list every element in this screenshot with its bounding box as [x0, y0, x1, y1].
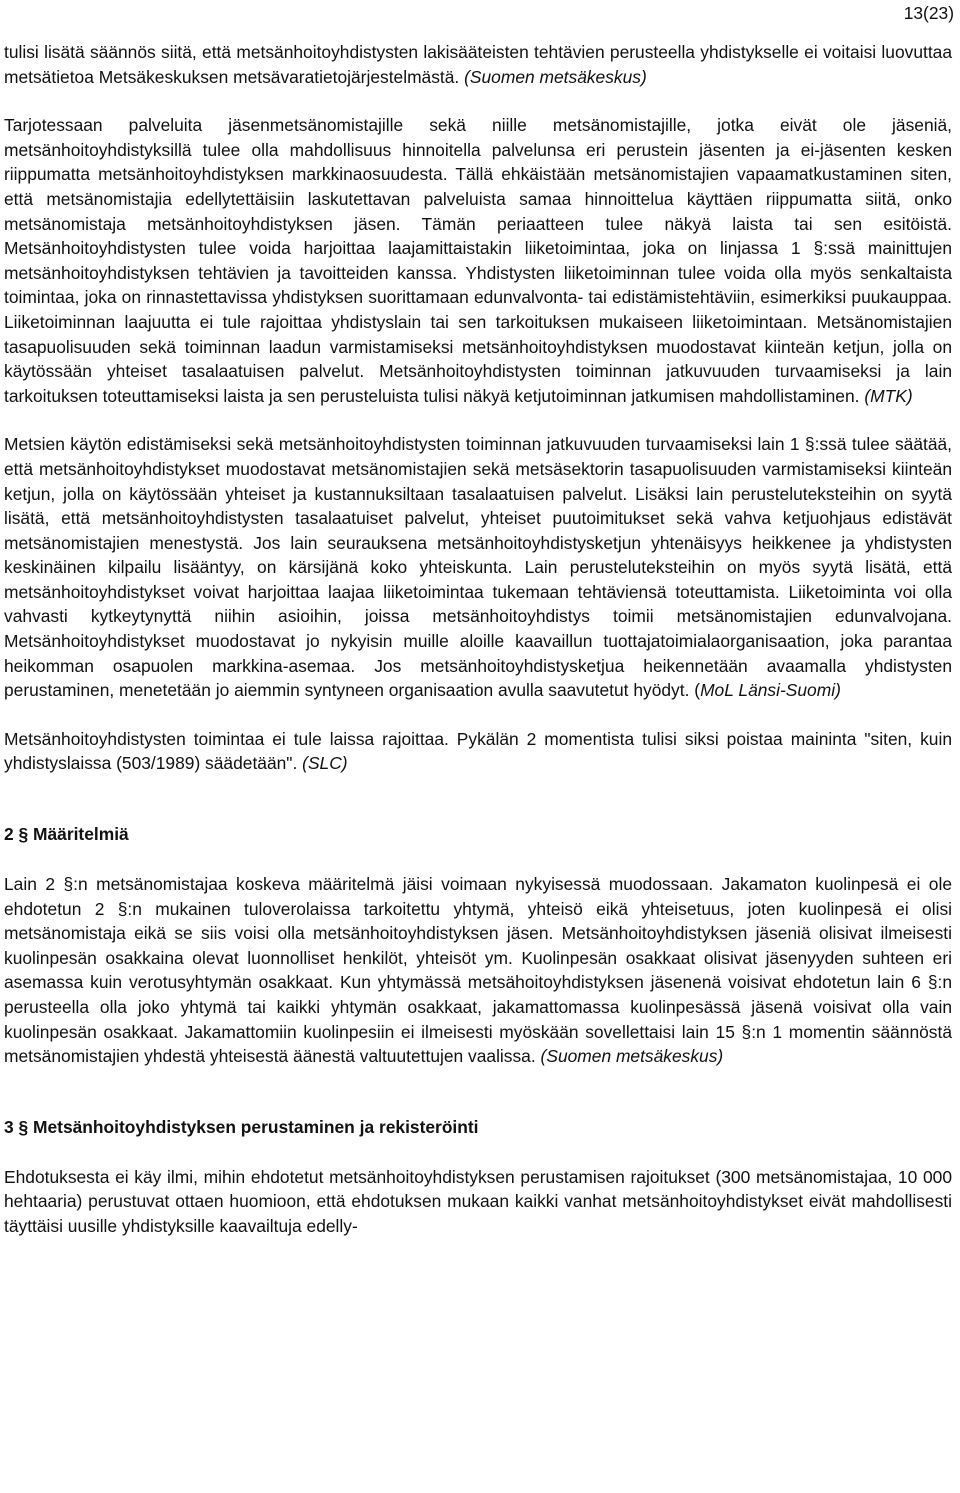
paragraph-slc: [4, 727, 952, 776]
paragraph-continuation: [4, 40, 952, 89]
paragraph-text: tulisi lisätä säännös siitä, että metsänhoitoyhdistysten lakisääteisten tehtävien perusteella yhdistykselle ei voitaisi luovuttaa metsätietoa Metsäkeskuksen metsävaratietojärjestelmästä.: [4, 42, 952, 87]
paragraph-text: Ehdotuksesta ei käy ilmi, mihin ehdotetut metsänhoitoyhdistyksen perustamisen rajoitukset (300 metsänomistajaa, 10 000 hehtaaria) perustuvat ottaen huomioon, että ehdotuksen mukaan kaikki vanhat metsänhoitoyhdistykset eivät mahdollisesti täyttäisi uusille yhdistyksille kaavailtuja edelly-: [4, 1166, 952, 1236]
paragraph-text: Metsänhoitoyhdistysten toimintaa ei tule laissa rajoittaa. Pykälän 2 momentista tulisi siksi poistaa maininta "siten, kuin yhdistyslaissa (503/1989) säädetään".: [4, 728, 952, 774]
paragraph-text: Lain 2 §:n metsänomistajaa koskeva määritelmä jäisi voimaan nykyisessä muodossaan. Jakamaton kuolinpesä ei ole ehdotetun 2 §:n mukainen tuloverolaissa tarkoitettu yhtymä, yhteisö eikä yhteisetuus, joten kuolinpesä ei olisi metsänomistaja eikä se siis voisi olla metsänhoitoyhdistyksen jäsen. Metsänhoitoyhdistyksen jäseniä olisivat ilmeisesti kuolinpesän osakkaina olevat luonnolliset henkilöt, yhteisöt ym. Kuolinpesän osakkaat olisivat jäsenyyden suhteen eri asemassa kuin verotusyhtymän osakkaat. Kun yhtymässä metsähoitoyhdistyksen jäsenenä voisivat ehdotetun lain 6 §:n perusteella olla joko yhtymä tai kaikki yhtymän osakkaat, jakamattomassa kuolinpesässä jäsenä voisivat olla vain kuolinpesän osakkaat. Jakamattomiin kuolinpesiin ei ilmeisesti myöskään sovellettaisi lain 15 §:n 1 momentin säännöstä metsänomistajien yhdestä yhteisestä äänestä valtuutettujen vaalissa.: [4, 874, 952, 1067]
paragraph-mtk: [4, 113, 952, 408]
paragraph-text: Metsien käytön edistämiseksi sekä metsänhoitoyhdistysten toiminnan jatkuvuuden turvaamiseksi lain 1 §:ssä tulee säätää, että metsänhoitoyhdistykset muodostavat metsänomistajien sekä metsäsektorin tasapuolisuuden varmistamiseksi kiinteän ketjun, jolla on käytössään yhteiset ja kustannuksiltaan tasalaatuisen palvelut. Lisäksi lain perusteluteksteihin on syytä lisätä, että metsänhoitoyhdistysten tasalaatuiset palvelut, yhteiset puutoimitukset sekä vahva ketjuohjaus edistävät metsänomistajien menestystä. Jos lain seurauksena metsänhoitoyhdistysketjun yhtenäisyys heikkenee ja yhdistysten keskinäinen kilpailu lisääntyy, on kärsijänä koko yhteiskunta. Lain perusteluteksteihin on myös syytä lisätä, että metsänhoitoyhdistykset voivat harjoittaa laajaa liiketoimintaa tukemaan tehtäviensä toteuttamista. Liiketoiminta voi olla vahvasti kytkeytynyttä niihin asioihin, joissa metsänhoitoyhdistys toimii metsänomistajien edunvalvojana. Metsänhoitoyhdistykset muodostavat jo nykyisin muille aloille kaavaillun tuottajatoimialaorganisaation, joka parantaa heikomman osapuolen markkina-asemaa. Jos metsänhoitoyhdistysketjua heikennetään avaamalla yhdistysten perustaminen, menetetään jo aiemmin syntyneen organisaation avulla saavutetut hyödyt.: [4, 434, 952, 701]
source-open-paren: (: [694, 680, 701, 701]
paragraph-text: Tarjotessaan palveluita jäsenmetsänomistajille sekä niille metsänomistajille, jotka eivät ole jäseniä, metsänhoitoyhdistyksillä tulee olla mahdollisuus hinnoitella palvelunsa eri perustein jäsenten ja ei-jäsenten kesken riippumatta metsänhoitoyhdistyksen markkinaosuudesta. Tällä ehkäistään metsänomistajien vapaamatkustaminen siten, että metsänomistajia edellytettäisiin laskutettavan palveluista samaa hinnoittelua käyttäen riippumatta siitä, onko metsänomistaja metsänhoitoyhdistyksen jäsen. Tämän periaatteen tulee näkyä laista tai sen esitöistä. Metsänhoitoyhdistysten tulee voida harjoittaa laajamittaistakin liiketoimintaa, joka on linjassa 1 §:ssä mainittujen metsänhoitoyhdistyksen tehtävien ja tavoitteiden kanssa. Yhdistysten liiketoiminnan tulee voida olla myös senkaltaista toimintaa, joka on rinnastettavissa yhdistyksen suorittamaan edunvalvonta- tai edistämistehtäviin, esimerkiksi puukauppaa. Liiketoiminnan laajuutta ei tule rajoittaa yhdistyslain tai sen tarkoituksen mukaiseen liiketoimintaan. Metsänomistajien tasapuolisuuden sekä toiminnan laadun varmistamiseksi metsänhoitoyhdistyksen muodostavat kiinteän ketjun, jolla on käytössään yhteiset tasalaatuisen palvelut. Metsänhoitoyhdistysten toiminnan jatkuvuuden turvaamiseksi ja lain tarkoituksen toteuttamiseksi laista ja sen perusteluista tulisi näkyä ketjutoiminnan jatkumisen mahdollistaminen.: [4, 115, 952, 406]
source-attribution: (MTK): [864, 385, 913, 406]
source-attribution: (SLC): [302, 753, 348, 774]
source-attribution: (Suomen metsäkeskus): [464, 66, 647, 87]
section-heading-3: 3 § Metsänhoitoyhdistyksen perustaminen ja rekisteröinti: [4, 1116, 479, 1137]
section-heading-2: 2 § Määritelmiä: [4, 824, 129, 845]
paragraph-section-3: [4, 1165, 952, 1239]
source-attribution: MoL Länsi-Suomi): [700, 680, 841, 701]
paragraph-section-2: [4, 872, 952, 1069]
source-attribution: (Suomen metsäkeskus): [540, 1046, 724, 1067]
paragraph-mol: [4, 432, 952, 703]
page-number: 13(23): [903, 3, 954, 23]
